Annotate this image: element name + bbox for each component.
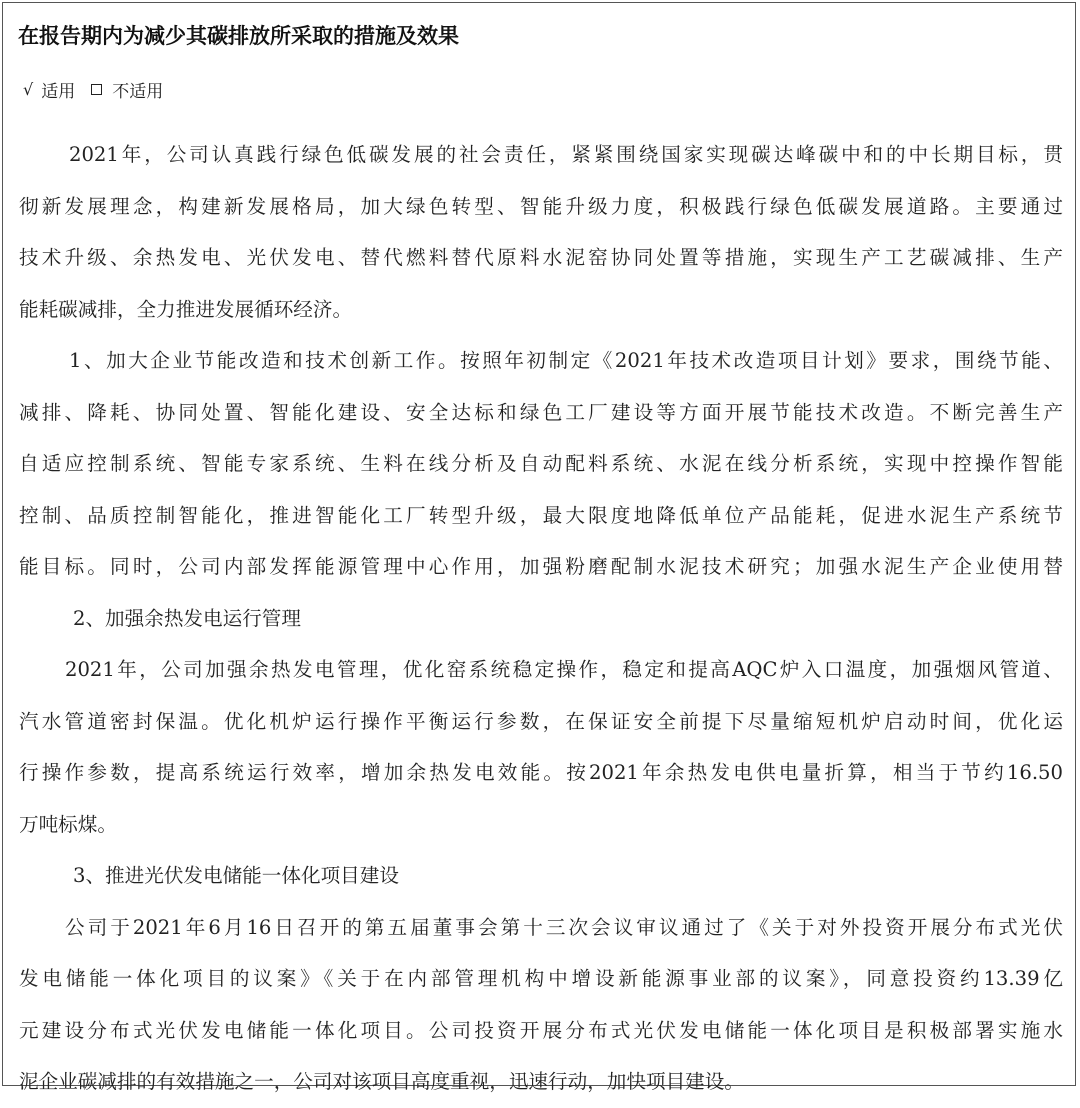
text-line: 1、加大企业节能改造和技术创新工作。按照年初制定《2021年技术改造项目计划》要求，围绕节能、 — [69, 349, 1063, 372]
applicable-label: 适用 — [41, 82, 76, 102]
text-line: 能目标。同时，公司内部发挥能源管理中心作用，加强粉磨配制水泥技术研究；加强水泥生产企业使用替 — [19, 555, 1063, 578]
text-line: 2021年，公司加强余热发电管理，优化窑系统稳定操作，稳定和提高AQC炉入口温度，加强烟风管道、 — [65, 658, 1063, 681]
text-line: 万吨标煤。 — [19, 812, 117, 836]
text-line: 自适应控制系统、智能专家系统、生料在线分析及自动配料系统、水泥在线分析系统，实现中控操作智能 — [19, 452, 1063, 475]
text-line: 能耗碳减排，全力推进发展循环经济。 — [19, 297, 353, 321]
empty-checkbox-icon — [91, 84, 102, 95]
text-line: 彻新发展理念，构建新发展格局，加大绿色转型、智能升级力度，积极践行绿色低碳发展道路。主要通过 — [19, 194, 1063, 218]
text-line: 公司于2021年6月16日召开的第五届董事会第十三次会议审议通过了《关于对外投资开展分布式光伏 — [65, 915, 1063, 939]
text-line: 控制、品质控制智能化，推进智能化工厂转型升级，最大限度地降低单位产品能耗，促进水泥生产系统节 — [19, 503, 1063, 527]
text-line: 减排、降耗、协同处置、智能化建设、安全达标和绿色工厂建设等方面开展节能技术改造。不断完善生产 — [19, 400, 1063, 424]
check-mark-icon: √ — [23, 80, 34, 99]
section-title: 在报告期内为减少其碳排放所采取的措施及效果 — [18, 24, 459, 48]
subheading: 2、加强余热发电运行管理 — [73, 606, 301, 630]
document-body — [19, 129, 1063, 1108]
text-line: 元建设分布式光伏发电储能一体化项目。公司投资开展分布式光伏发电储能一体化项目是积极部署实施水 — [19, 1018, 1063, 1042]
text-line: 泥企业碳减排的有效措施之一，公司对该项目高度重视，迅速行动，加快项目建设。 — [19, 1070, 744, 1093]
not-applicable-label: 不适用 — [112, 82, 164, 102]
subheading: 3、推进光伏发电储能一体化项目建设 — [73, 864, 399, 887]
text-line: 2021年，公司认真践行绿色低碳发展的社会责任，紧紧围绕国家实现碳达峰碳中和的中长期目标，贯 — [69, 143, 1063, 166]
text-line: 技术升级、余热发电、光伏发电、替代燃料替代原料水泥窑协同处置等措施，实现生产工艺碳减排、生产 — [19, 246, 1063, 269]
text-line: 发电储能一体化项目的议案》《关于在内部管理机构中增设新能源事业部的议案》，同意投资约13.39亿 — [19, 967, 1063, 990]
applicability-options — [23, 77, 163, 102]
text-line: 行操作参数，提高系统运行效率，增加余热发电效能。按2021年余热发电供电量折算，相当于节约16.50 — [19, 761, 1063, 784]
text-line: 汽水管道密封保温。优化机炉运行操作平衡运行参数，在保证安全前提下尽量缩短机炉启动时间，优化运 — [19, 709, 1063, 733]
document-frame — [2, 2, 1076, 1093]
